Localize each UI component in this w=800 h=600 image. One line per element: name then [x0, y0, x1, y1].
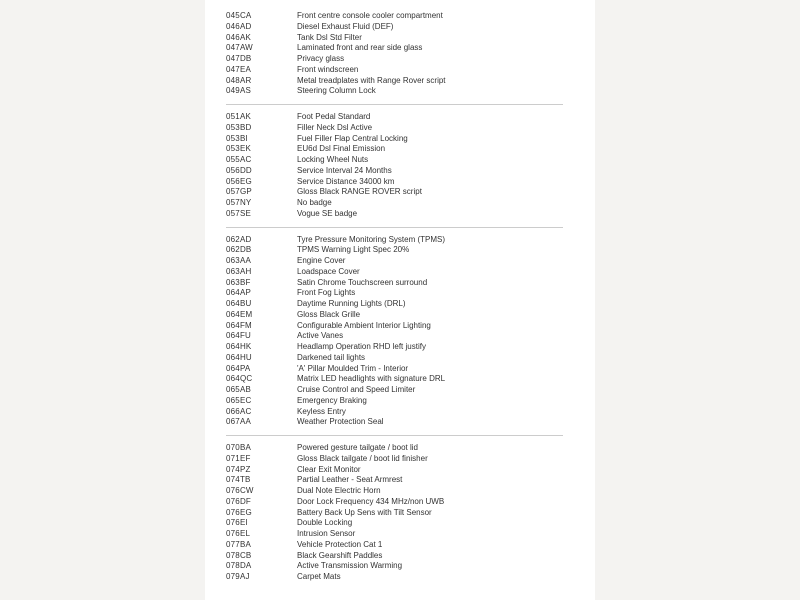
- option-description: Laminated front and rear side glass: [297, 43, 423, 53]
- option-description: Darkened tail lights: [297, 352, 366, 362]
- option-row: [205, 443, 595, 454]
- option-code: 065EC: [226, 395, 252, 405]
- option-row: [205, 86, 595, 97]
- option-code: 056EG: [226, 176, 252, 186]
- option-code: 064QC: [226, 374, 253, 384]
- option-row: [205, 235, 595, 246]
- option-description: Service Distance 34000 km: [297, 176, 395, 186]
- option-description: Engine Cover: [297, 256, 346, 265]
- option-code: 053BI: [226, 133, 248, 143]
- option-description: Double Locking: [297, 518, 353, 528]
- option-code: 064FU: [226, 331, 252, 341]
- option-code: 049AS: [226, 86, 252, 96]
- option-row: [205, 572, 595, 583]
- option-row: [205, 112, 595, 123]
- option-row: [205, 486, 595, 497]
- option-row: [205, 385, 595, 396]
- option-section: [205, 11, 595, 97]
- option-description: Active Vanes: [297, 331, 344, 341]
- option-code: 066AC: [226, 406, 252, 416]
- option-code: 065AB: [226, 385, 252, 394]
- option-description: Carpet Mats: [297, 572, 341, 581]
- option-row: [205, 299, 595, 310]
- option-row: [205, 278, 595, 289]
- option-description: 'A' Pillar Moulded Trim - Interior: [297, 363, 409, 373]
- option-code: 047EA: [226, 64, 252, 74]
- option-code: 047DB: [226, 54, 252, 63]
- option-row: [205, 475, 595, 486]
- option-description: Vehicle Protection Cat 1: [297, 539, 383, 549]
- option-row: [205, 245, 595, 256]
- option-code: 071EF: [226, 453, 251, 463]
- option-row: [205, 288, 595, 299]
- option-code: 067AA: [226, 417, 252, 427]
- option-description: No badge: [297, 198, 332, 207]
- option-description: Tank Dsl Std Filter: [297, 32, 362, 42]
- option-code: 064HK: [226, 342, 252, 351]
- option-section: [205, 235, 595, 429]
- option-description: Keyless Entry: [297, 406, 346, 416]
- option-code: 076EL: [226, 529, 251, 538]
- option-description: Satin Chrome Touchscreen surround: [297, 277, 428, 287]
- option-description: Black Gearshift Paddles: [297, 550, 383, 560]
- option-row: [205, 396, 595, 407]
- option-row: [205, 465, 595, 476]
- option-description: Foot Pedal Standard: [297, 112, 371, 121]
- option-code: 053EK: [226, 144, 252, 154]
- section-divider: [226, 104, 563, 105]
- option-code: 048AR: [226, 75, 252, 85]
- section-divider: [226, 435, 563, 436]
- option-code: 064AP: [226, 288, 252, 298]
- option-row: [205, 497, 595, 508]
- option-row: [205, 166, 595, 177]
- option-description: Metal treadplates with Range Rover script: [297, 75, 446, 85]
- option-description: Gloss Black tailgate / boot lid finisher: [297, 453, 428, 463]
- option-description: Loadspace Cover: [297, 266, 360, 276]
- option-row: [205, 54, 595, 65]
- option-code: 076EG: [226, 507, 252, 517]
- option-code: 076EI: [226, 518, 248, 528]
- option-row: [205, 407, 595, 418]
- option-row: [205, 22, 595, 33]
- option-code: 079AJ: [226, 572, 250, 581]
- option-code: 062AD: [226, 234, 252, 244]
- option-row: [205, 540, 595, 551]
- option-description: Headlamp Operation RHD left justify: [297, 342, 426, 351]
- option-code: 063BF: [226, 277, 251, 287]
- option-description: Dual Note Electric Horn: [297, 486, 381, 495]
- option-row: [205, 267, 595, 278]
- option-code: 076DF: [226, 496, 252, 506]
- option-description: Door Lock Frequency 434 MHz/non UWB: [297, 496, 445, 506]
- option-row: [205, 123, 595, 134]
- option-row: [205, 33, 595, 44]
- option-row: [205, 342, 595, 353]
- option-row: [205, 187, 595, 198]
- option-description: Diesel Exhaust Fluid (DEF): [297, 21, 394, 31]
- option-row: [205, 155, 595, 166]
- option-code: 046AK: [226, 32, 252, 42]
- option-row: [205, 551, 595, 562]
- option-code: 053BD: [226, 122, 252, 132]
- option-description: Gloss Black Grille: [297, 309, 361, 319]
- options-list: [205, 11, 595, 583]
- option-description: Front centre console cooler compartment: [297, 11, 443, 20]
- option-description: Intrusion Sensor: [297, 529, 356, 538]
- option-description: Configurable Ambient Interior Lighting: [297, 320, 431, 330]
- option-code: 078CB: [226, 550, 252, 560]
- option-section: [205, 112, 595, 220]
- option-code: 074TB: [226, 475, 251, 485]
- option-code: 064FM: [226, 320, 252, 330]
- option-row: [205, 529, 595, 540]
- option-description: Weather Protection Seal: [297, 417, 384, 427]
- option-row: [205, 331, 595, 342]
- option-description: Locking Wheel Nuts: [297, 155, 369, 164]
- option-row: [205, 144, 595, 155]
- option-code: 057GP: [226, 187, 252, 197]
- option-description: Steering Column Lock: [297, 86, 376, 96]
- option-row: [205, 353, 595, 364]
- option-row: [205, 65, 595, 76]
- option-row: [205, 321, 595, 332]
- option-description: Gloss Black RANGE ROVER script: [297, 187, 422, 197]
- option-description: EU6d Dsl Final Emission: [297, 144, 386, 154]
- option-code: 064HU: [226, 352, 252, 362]
- option-description: Emergency Braking: [297, 395, 367, 405]
- option-description: TPMS Warning Light Spec 20%: [297, 245, 410, 255]
- option-description: Service Interval 24 Months: [297, 165, 392, 175]
- option-row: [205, 561, 595, 572]
- option-code: 057SE: [226, 208, 252, 218]
- option-description: Powered gesture tailgate / boot lid: [297, 443, 418, 452]
- option-code: 047AW: [226, 43, 253, 53]
- option-row: [205, 310, 595, 321]
- option-section: [205, 443, 595, 583]
- option-description: Battery Back Up Sens with Tilt Sensor: [297, 507, 432, 517]
- option-code: 051AK: [226, 112, 252, 121]
- option-code: 077BA: [226, 539, 252, 549]
- option-description: Cruise Control and Speed Limiter: [297, 385, 416, 394]
- option-row: [205, 374, 595, 385]
- option-row: [205, 177, 595, 188]
- option-row: [205, 134, 595, 145]
- option-row: [205, 256, 595, 267]
- option-code: 064PA: [226, 363, 251, 373]
- option-row: [205, 508, 595, 519]
- option-row: [205, 76, 595, 87]
- option-code: 074PZ: [226, 464, 251, 474]
- option-description: Active Transmission Warming: [297, 561, 403, 571]
- option-code: 070BA: [226, 443, 252, 452]
- option-description: Fuel Filler Flap Central Locking: [297, 133, 408, 143]
- option-row: [205, 417, 595, 428]
- option-code: 064EM: [226, 309, 253, 319]
- option-code: 078DA: [226, 561, 252, 571]
- options-panel: [205, 0, 595, 600]
- option-code: 076CW: [226, 486, 254, 495]
- option-row: [205, 454, 595, 465]
- option-description: Daytime Running Lights (DRL): [297, 299, 406, 308]
- option-description: Privacy glass: [297, 54, 345, 63]
- option-row: [205, 198, 595, 209]
- section-divider: [226, 227, 563, 228]
- option-description: Clear Exit Monitor: [297, 464, 361, 474]
- option-row: [205, 364, 595, 375]
- option-code: 062DB: [226, 245, 252, 255]
- option-description: Tyre Pressure Monitoring System (TPMS): [297, 234, 446, 244]
- option-description: Vogue SE badge: [297, 208, 358, 218]
- option-row: [205, 518, 595, 529]
- option-description: Matrix LED headlights with signature DRL: [297, 374, 446, 384]
- option-row: [205, 43, 595, 54]
- option-code: 045CA: [226, 11, 252, 20]
- option-code: 057NY: [226, 198, 252, 207]
- option-description: Front Fog Lights: [297, 288, 356, 298]
- option-description: Filler Neck Dsl Active: [297, 122, 373, 132]
- option-code: 046AD: [226, 21, 252, 31]
- option-code: 056DD: [226, 165, 252, 175]
- option-code: 064BU: [226, 299, 252, 308]
- option-row: [205, 209, 595, 220]
- option-description: Front windscreen: [297, 64, 359, 74]
- option-code: 063AH: [226, 266, 252, 276]
- option-row: [205, 11, 595, 22]
- option-code: 055AC: [226, 155, 252, 164]
- option-code: 063AA: [226, 256, 252, 265]
- option-description: Partial Leather - Seat Armrest: [297, 475, 403, 485]
